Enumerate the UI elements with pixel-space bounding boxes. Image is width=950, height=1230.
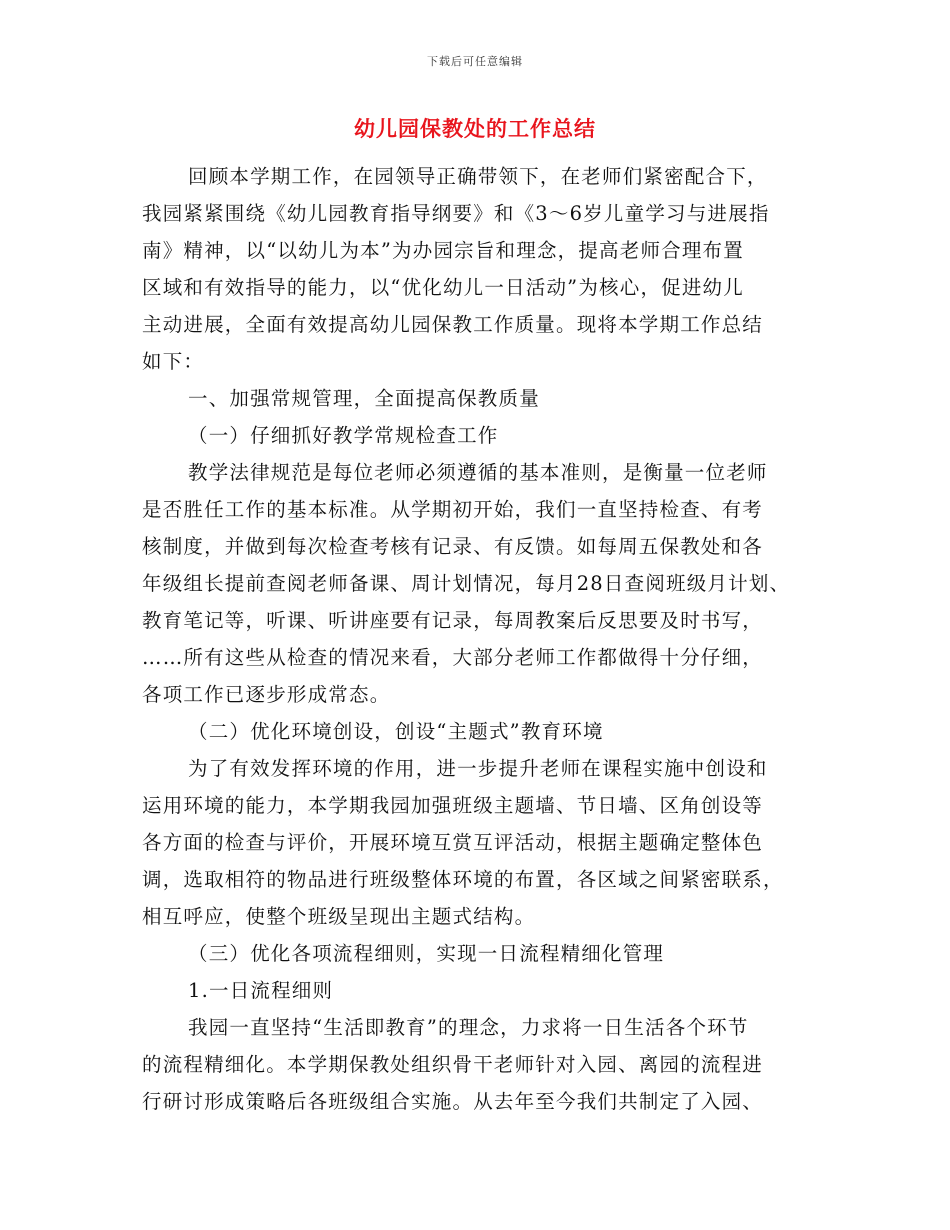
text-line: 各方面的检查与评价，开展环境互赏互评活动，根据主题确定整体色 bbox=[142, 831, 764, 854]
document-title: 幼儿园保教处的工作总结 bbox=[354, 116, 596, 141]
text-line: 年级组长提前查阅老师备课、周计划情况，每月28日查阅班级月计划、 bbox=[142, 572, 791, 595]
text-line: 一、加强常规管理，全面提高保教质量 bbox=[188, 387, 540, 410]
text-line: 1.一日流程细则 bbox=[188, 979, 334, 1002]
text-line: 教育笔记等，听课、听讲座要有记录，每周教案后反思要及时书写， bbox=[142, 609, 764, 632]
text-line: 我园一直坚持“生活即教育”的理念，力求将一日生活各个环节 bbox=[188, 1016, 749, 1039]
text-line: 相互呼应，使整个班级呈现出主题式结构。 bbox=[142, 905, 536, 928]
text-line: 教学法律规范是每位老师必须遵循的基本准则，是衡量一位老师 bbox=[188, 461, 768, 484]
text-line: 主动进展，全面有效提高幼儿园保教工作质量。现将本学期工作总结 bbox=[142, 313, 764, 336]
text-line: （一）仔细抓好教学常规检查工作 bbox=[188, 424, 499, 447]
text-line: 的流程精细化。本学期保教处组织骨干老师针对入园、离园的流程进 bbox=[142, 1053, 764, 1076]
text-line: 回顾本学期工作，在园领导正确带领下，在老师们紧密配合下， bbox=[188, 165, 768, 188]
document-body bbox=[142, 158, 822, 1120]
text-line: 运用环境的能力，本学期我园加强班级主题墙、节日墙、区角创设等 bbox=[142, 794, 764, 817]
text-line: 我园紧紧围绕《幼儿园教育指导纲要》和《3～6岁儿童学习与进展指 bbox=[142, 202, 770, 225]
text-line: 行研讨形成策略后各班级组合实施。从去年至今我们共制定了入园、 bbox=[142, 1090, 764, 1113]
text-line: 为了有效发挥环境的作用，进一步提升老师在课程实施中创设和 bbox=[188, 757, 768, 780]
text-line: （三）优化各项流程细则，实现一日流程精细化管理 bbox=[188, 942, 665, 965]
text-line: 调，选取相符的物品进行班级整体环境的布置，各区域之间紧密联系， bbox=[142, 868, 784, 891]
text-line: 南》精神，以“以幼儿为本”为办园宗旨和理念，提高老师合理布置 bbox=[142, 239, 744, 262]
text-line: 是否胜任工作的基本标准。从学期初开始，我们一直坚持检查、有考 bbox=[142, 498, 764, 521]
text-line: （二）优化环境创设，创设“主题式”教育环境 bbox=[188, 720, 604, 743]
text-line: ……所有这些从检查的情况来看，大部分老师工作都做得十分仔细， bbox=[142, 646, 764, 669]
text-line: 各项工作已逐步形成常态。 bbox=[142, 683, 391, 706]
text-line: 区域和有效指导的能力，以“优化幼儿一日活动”为核心，促进幼儿 bbox=[142, 276, 744, 299]
text-line: 如下： bbox=[142, 350, 205, 373]
text-line: 核制度，并做到每次检查考核有记录、有反馈。如每周五保教处和各 bbox=[142, 535, 764, 558]
header-note: 下载后可任意编辑 bbox=[427, 55, 523, 68]
